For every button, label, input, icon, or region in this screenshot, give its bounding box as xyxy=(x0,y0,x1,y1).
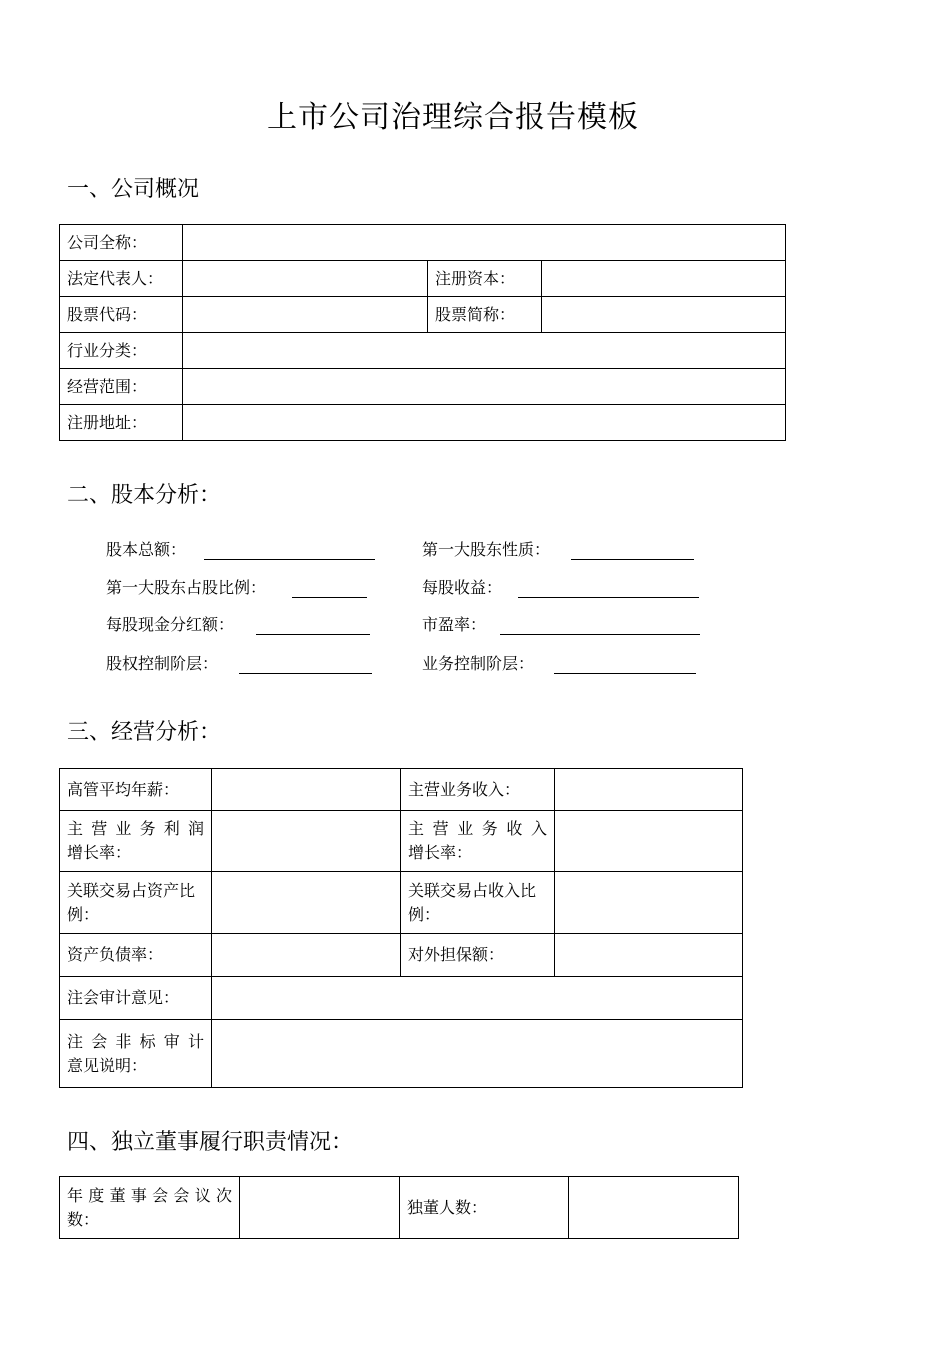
table-row xyxy=(60,333,786,369)
related-asset-label: 关联交易占资产比例： xyxy=(60,872,212,934)
main-revenue-field[interactable] xyxy=(555,769,743,811)
largest-holder-nature-field[interactable] xyxy=(571,541,694,560)
reg-address-label: 注册地址： xyxy=(60,405,183,441)
cash-dividend-label: 每股现金分红额： xyxy=(106,615,235,634)
total-shares-label: 股本总额： xyxy=(106,540,187,559)
section-heading-independent-directors: 四、独立董事履行职责情况： xyxy=(67,1130,354,1155)
company-full-name-label: 公司全称： xyxy=(60,225,183,261)
independent-count-field[interactable] xyxy=(569,1177,739,1239)
debt-ratio-field[interactable] xyxy=(212,934,401,977)
exec-salary-label: 高管平均年薪： xyxy=(60,769,212,811)
largest-holder-nature-row xyxy=(422,537,694,560)
table-row xyxy=(60,811,743,872)
business-control-label: 业务控制阶层： xyxy=(422,654,535,673)
document-title: 上市公司治理综合报告模板 xyxy=(267,100,639,135)
table-row xyxy=(60,1177,739,1239)
main-revenue-label: 主营业务收入： xyxy=(401,769,555,811)
table-row xyxy=(60,872,743,934)
cash-dividend-row xyxy=(106,612,370,635)
stock-code-field[interactable] xyxy=(183,297,428,333)
business-control-row xyxy=(422,651,696,674)
business-control-field[interactable] xyxy=(554,655,696,674)
stock-abbr-field[interactable] xyxy=(542,297,786,333)
reg-capital-label: 注册资本： xyxy=(428,261,542,297)
largest-holder-nature-label: 第一大股东性质： xyxy=(422,540,551,559)
table-row xyxy=(60,369,786,405)
section-heading-company-overview: 一、公司概况 xyxy=(67,177,200,202)
total-shares-row xyxy=(106,537,375,560)
legal-rep-label: 法定代表人： xyxy=(60,261,183,297)
nonstd-opinion-field[interactable] xyxy=(212,1020,743,1088)
largest-holder-ratio-label: 第一大股东占股比例： xyxy=(106,578,267,597)
eps-label: 每股收益： xyxy=(422,578,503,597)
eps-row xyxy=(422,575,699,598)
stock-code-label: 股票代码： xyxy=(60,297,183,333)
eps-field[interactable] xyxy=(518,579,699,598)
profit-growth-field[interactable] xyxy=(212,811,401,872)
board-meetings-label: 年 度 董 事 会 会 议 次数： xyxy=(60,1177,240,1239)
related-asset-field[interactable] xyxy=(212,872,401,934)
audit-opinion-label: 注会审计意见： xyxy=(60,977,212,1020)
table-row xyxy=(60,769,743,811)
revenue-growth-label: 主 营 业 务 收 入 增长率： xyxy=(401,811,555,872)
guarantee-field[interactable] xyxy=(555,934,743,977)
nonstd-opinion-label: 注 会 非 标 审 计 意见说明： xyxy=(60,1020,212,1088)
section-heading-equity-analysis: 二、股本分析： xyxy=(67,483,222,508)
section-heading-operations-analysis: 三、经营分析： xyxy=(67,720,222,745)
reg-capital-field[interactable] xyxy=(542,261,786,297)
company-overview-table xyxy=(59,224,786,441)
audit-opinion-field[interactable] xyxy=(212,977,743,1020)
reg-address-field[interactable] xyxy=(183,405,786,441)
revenue-growth-field[interactable] xyxy=(555,811,743,872)
profit-growth-label: 主 营 业 务 利 润 增长率： xyxy=(60,811,212,872)
table-row xyxy=(60,934,743,977)
equity-control-field[interactable] xyxy=(239,655,372,674)
debt-ratio-label: 资产负债率： xyxy=(60,934,212,977)
cash-dividend-field[interactable] xyxy=(256,616,370,635)
pe-ratio-field[interactable] xyxy=(500,616,700,635)
table-row xyxy=(60,225,786,261)
operations-table xyxy=(59,768,743,1088)
guarantee-label: 对外担保额： xyxy=(401,934,555,977)
equity-control-label: 股权控制阶层： xyxy=(106,654,219,673)
table-row xyxy=(60,297,786,333)
exec-salary-field[interactable] xyxy=(212,769,401,811)
table-row xyxy=(60,977,743,1020)
board-meetings-field[interactable] xyxy=(240,1177,400,1239)
pe-ratio-row xyxy=(422,612,700,635)
largest-holder-ratio-field[interactable] xyxy=(292,579,367,598)
independent-count-label: 独董人数： xyxy=(400,1177,569,1239)
total-shares-field[interactable] xyxy=(204,541,375,560)
legal-rep-field[interactable] xyxy=(183,261,428,297)
stock-abbr-label: 股票简称： xyxy=(428,297,542,333)
table-row xyxy=(60,405,786,441)
table-row xyxy=(60,261,786,297)
industry-label: 行业分类： xyxy=(60,333,183,369)
industry-field[interactable] xyxy=(183,333,786,369)
company-full-name-field[interactable] xyxy=(183,225,786,261)
business-scope-field[interactable] xyxy=(183,369,786,405)
directors-table xyxy=(59,1176,739,1239)
table-row xyxy=(60,1020,743,1088)
equity-control-row xyxy=(106,651,372,674)
largest-holder-ratio-row xyxy=(106,575,367,598)
related-revenue-label: 关联交易占收入比例： xyxy=(401,872,555,934)
pe-ratio-label: 市盈率： xyxy=(422,615,487,634)
related-revenue-field[interactable] xyxy=(555,872,743,934)
business-scope-label: 经营范围： xyxy=(60,369,183,405)
